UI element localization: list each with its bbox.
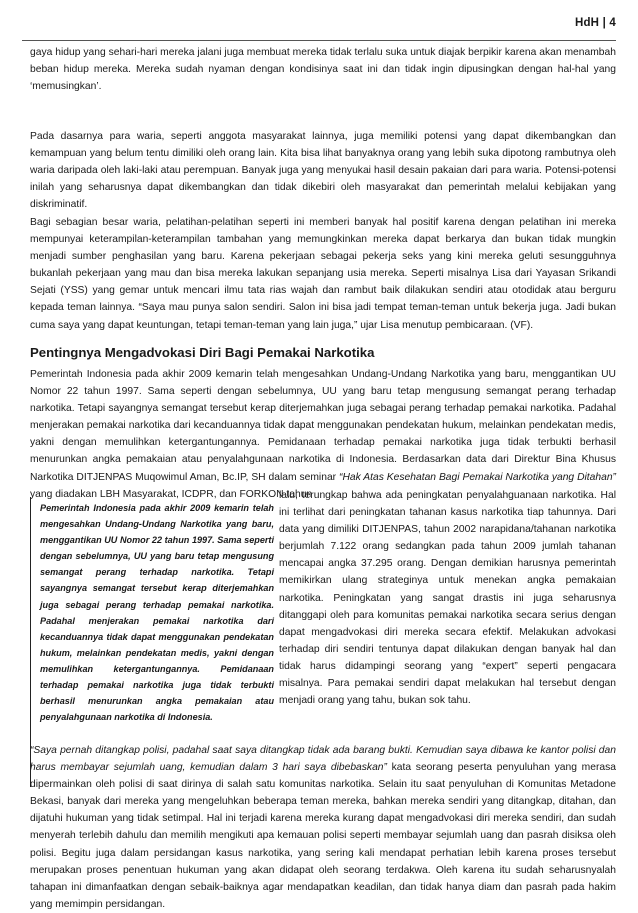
page-number-header: HdH | 4 [574, 17, 616, 29]
paragraph-5-text: kata seorang peserta penyuluhan yang merasa dipermainkan oleh polisi di saat dirinya di salah satu komunitas narkotika. Selain itu saat penyuluhan di Komunitas Metadone Bekasi, banyak dari mereka yang mengeluhkan beberapa teman mereka, bahkan mereka sendiri yang ditangkap, ditahan, dan dijatuhi hukuman yang tidak setimpal. Hal ini terjadi karena mereka kurang dapat mengadvokasi diri mereka sendiri, dan sudah menyerah terlebih dahulu dan memilih mengikuti apa kemauan polisi seperti membayar sejumlah uang dan pasrah disiksa oleh polisi. Begitu juga dalam persidangan kasus narkotika, yang sering kali mendapat perhatian lebih karena proses tersebut merupakan proses penentuan hukuman yang akan didapat oleh seorang terdakwa. Oleh karena itu sudah seharusnyalah tahapan ini dimanfaatkan dengan sebaik-baiknya agar mendapatkan keadilan, dan tidak hanya diam dan pasrah pada hakim yang memimpin persidangan. [30, 762, 616, 910]
paragraph-4 [30, 366, 616, 503]
paragraph-5 [30, 742, 616, 913]
seminar-title: “Hak Atas Kesehatan Bagi Pemakai Narkotika yang Ditahan” [339, 471, 616, 483]
pull-quote-box: Pemerintah Indonesia pada akhir 2009 kemarin telah mengesahkan Undang-Undang Narkotika yang baru, menggantikan UU Nomor 22 tahun 1997. Sama seperti dengan sebelumnya, UU yang baru tetap mengusung semangat perang terhadap narkotika. Tetapi sayangnya semangat tersebut kerap diterjemahkan juga sebagai perang terhadap pemakai narkotika. Padahal menjerakan pemakai narkotika dari kecanduannya tidak dapat menggunakan pendekatan hukum, melainkan pendekatan medis, yakni dengan memulihkan ketergantungannya. Pemidanaan terhadap pemakai narkotika juga tidak terbukti berhasil menurunkan angka pemakaian atau penyalahgunaan narkotika di Indonesia. [30, 497, 274, 787]
section-heading: Pentingnya Mengadvokasi Diri Bagi Pemakai Narkotika [30, 345, 375, 360]
quote-text: “Saya pernah ditangkap polisi, padahal saat saya ditangkap tidak ada barang bukti. Kemudian saya dibawa ke kantor polisi dan harus membayar sejumlah uang, kemudian dalam 3 hari saya dibebaskan” [30, 745, 616, 774]
side-column-text: lalu, terungkap bahwa ada peningkatan penyalahguanaan narkotika. Hal ini terlihat dari peningkatan tahanan kasus narkotika tiap tahunnya. Dari data yang dimiliki DITJENPAS, tahun 2002 narapidana/tahanan narkotika berjumlah 7.122 orang sedangkan pada tahun 2009 jumlah tahanan mencapai angka 37.295 orang. Dengan demikian harusnya pemerintah memikirkan ulang strateginya untuk menekan angka pemakaian narkotika. Peningkatan yang sangat drastis ini juga seharusnya ditanggapi oleh para komunitas pemakai narkotika secara serius dengan dapat mengadvokasi diri mereka secara efektif. Melakukan advokasi terhadap diri sendiri tentunya dapat dilakukan dengan banyak hal dan tidak harus didampingi seorang yang “expert” seperti pengacara misalnya. Para pemakai sendiri dapat melakukan hal tersebut dengan menjadi orang yang tahu, bukan sok tahu. [279, 490, 616, 707]
paragraph-1: gaya hidup yang sehari-hari mereka jalani juga membuat mereka tidak terlalu suka untuk diajak berpikir karena akan menambah beban hidup mereka. Mereka sudah nyaman dengan kondisinya saat ini dan tidak ingin dipusingkan dengan hal-hal yang ‘memusingkan’. [30, 47, 616, 93]
header-rule [22, 40, 616, 41]
paragraph-4-text: Pemerintah Indonesia pada akhir 2009 kemarin telah mengesahkan Undang-Undang Narkotika yang baru, menggantikan UU Nomor 22 tahun 1997. Sama seperti dengan sebelumnya, UU yang baru tetap mengusung semangat perang terhadap narkotika. Tetapi sayangnya semangat tersebut kerap diterjemahkan juga sebagai perang terhadap pemakai narkotika. Padahal menjerakan pemakai narkotika dari kecanduannya tidak dapat menggunakan pendekatan hukum, melainkan pendekatan medis, yakni dengan memulihkan ketergantungannya. Pemidanaan terhadap pemakai narkotika juga tidak terbukti berhasil menurunkan angka pemakaian atau penyalahgunaan narkotika di Indonesia. Berdasarkan data dari Direktur Bina Khusus Narkotika DITJENPAS Muqowimul Aman, Bc.IP, SH dalam seminar [30, 369, 616, 483]
paragraph-4-tail: yang diadakan LBH Masyarakat, ICDPR, dan FORKON tahun [30, 488, 313, 500]
paragraph-2: Pada dasarnya para waria, seperti anggota masyarakat lainnya, juga memiliki potensi yang dapat dikembangkan dan kemampuan yang belum tentu dimiliki oleh orang lain. Kita bisa lihat banyaknya orang yang lebih suka dipotong rambutnya oleh waria daripada oleh laki-laki atau perempuan. Banyak juga yang menyukai hasil desain pakaian dari para waria. Potensi-potensi inilah yang seharusnya dapat dikembangkan dan tidak dikebiri oleh masyarakat dan pemerintah melalui kebijakan yang diskriminatif. [30, 131, 616, 211]
paragraph-3: Bagi sebagian besar waria, pelatihan-pelatihan seperti ini memberi banyak hal positif karena dengan pelatihan ini mereka mempunyai keterampilan-keterampilan tambahan yang memungkinkan mereka dapat berkarya dan bukan tidak mungkin menjadi sumber penghasilan yang baru. Karena pekerjaan sebagai pekerja seks yang kini mereka geluti sesungguhnya bukanlah pekerjaan yang mau dan bisa mereka lakukan sepanjang usia mereka. Seperti misalnya Lisa dari Yayasan Srikandi Sejati (YSS) yang gemar untuk mencari ilmu tata rias wajah dan rambut baik dilakukan sendiri atau otodidak atau berguru kepada teman lainnya. “Saya mau punya salon sendiri. Salon ini bisa jadi tempat teman-teman untuk bekerja juga. Jadi bukan cuma saya yang dapat keuntungan, tetapi teman-teman yang lain juga,” ujar Lisa menutup pembicaraan. (VF). [30, 217, 616, 331]
